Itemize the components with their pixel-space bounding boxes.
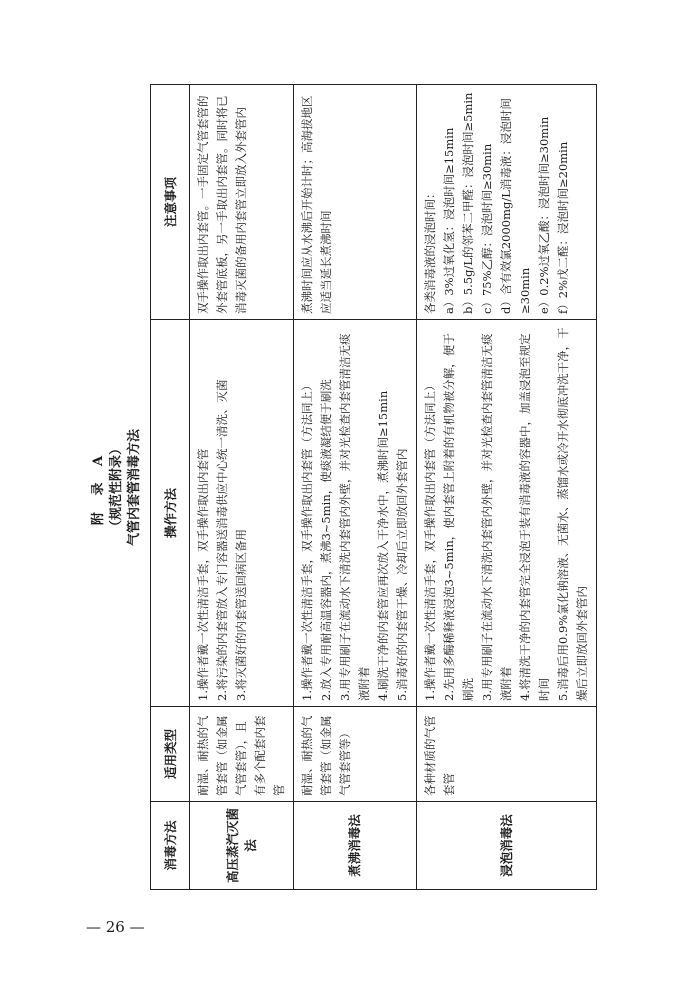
notes-cell: [190, 85, 294, 320]
appendix-label: 附 录 A: [91, 449, 106, 526]
page-number: — 26 —: [86, 918, 145, 936]
note-line: d）含有效氯2000mg/L消毒液：浸泡时间≥30min: [499, 98, 532, 314]
note-line: 煮沸时间应从水沸后开始计时；高海拔地区应适当延长煮沸时间: [300, 95, 333, 314]
table-header-row: [151, 85, 190, 890]
header-procedure: 操作方法: [151, 320, 190, 707]
note-line: c）75%乙醇：浸泡时间≥30min: [480, 143, 494, 314]
method-cell: 高压蒸汽灭菌法: [190, 802, 294, 890]
applicable-cell: 耐湿、耐热的气管套管（如金属气管套管等）: [294, 707, 417, 802]
procedure-step: 3.用专用刷子在流动水下清洗内套管内外壁，并对光检查内套管清洁无痰液附着: [480, 333, 513, 701]
rotated-page-content: [88, 85, 589, 890]
appendix-title: 气管内套管消毒方法: [127, 429, 142, 547]
procedure-step: 3.用专用刷子在流动水下清洗内套管内外壁，并对光检查内套管清洁无痰液附着: [338, 333, 371, 701]
method-cell: 浸泡消毒法: [417, 802, 597, 890]
procedure-cell: [417, 320, 597, 707]
procedure-step: 2.将污染的内套管放入专门容器送消毒供应中心统一清洗、灭菌: [215, 379, 229, 701]
header-applicable-type: 适用类型: [151, 707, 190, 802]
table-row: [294, 85, 417, 890]
applicable-cell: 耐湿、耐热的气管套管（如金属气管套管），且有多个配套内套管: [190, 707, 294, 802]
method-cell: 煮沸消毒法: [294, 802, 417, 890]
procedure-step: 5.消毒后用0.9%氯化钠溶液、无菌水、蒸馏水或冷开水彻底冲洗干净，干燥后立即放回外套管内: [556, 327, 589, 701]
notes-cell: [417, 85, 597, 320]
note-line: 双手操作取出内套管。一手固定气管套管的外套管底板，另一手取出内套管。同时将已消毒灭菌的备用内套管立即放入外套管内: [196, 95, 248, 314]
procedure-step: 3.将灭菌好的内套管送回病区备用: [234, 529, 248, 701]
note-line: 各类消毒液的浸泡时间：: [423, 187, 437, 314]
procedure-step: 4.刷洗干净的内套管应再次放入干净水中，煮沸时间≥15min: [376, 390, 390, 701]
procedure-step: 2.放入专用耐高温容器内，煮沸3~5min，使痰液凝结便于刷洗: [319, 379, 333, 701]
note-line: a）3%过氧化氢：浸泡时间≥15min: [442, 127, 456, 314]
procedure-step: 1.操作者戴一次性清洁手套，双手操作取出内套管（方法同上）: [423, 379, 437, 701]
header-method: 消毒方法: [151, 802, 190, 890]
table-row: [417, 85, 597, 890]
procedure-cell: [190, 320, 294, 707]
procedure-step: 2.先用多酶稀释液浸泡3~5min，使内套管上附着的有机物被分解，便于刷洗: [442, 333, 475, 701]
procedure-cell: [294, 320, 417, 707]
applicable-cell: 各种材质的气管套管: [417, 707, 597, 802]
disinfection-methods-table: [150, 84, 597, 890]
procedure-step: 1.操作者戴一次性清洁手套，双手操作取出内套管（方法同上）: [300, 379, 314, 701]
note-line: e）0.2%过氧乙酸：浸泡时间≥30min: [537, 116, 551, 314]
note-line: f）2%戊二醛：浸泡时间≥20min: [556, 141, 570, 314]
header-notes: 注意事项: [151, 85, 190, 320]
procedure-step: 1.操作者戴一次性清洁手套，双手操作取出内套管: [196, 448, 210, 701]
notes-cell: [294, 85, 417, 320]
note-line: b）5.5g/L的邻苯二甲醛：浸泡时间≥5min: [461, 92, 475, 314]
procedure-step: 4.将清洗干净的内套管完全浸泡于装有消毒液的容器中，加盖浸泡至规定时间: [518, 333, 551, 701]
appendix-type: （规范性附录）: [109, 442, 124, 534]
table-row: [190, 85, 294, 890]
procedure-step: 5.消毒好的内套管干燥、冷却后立即放回外套管内: [395, 448, 409, 701]
